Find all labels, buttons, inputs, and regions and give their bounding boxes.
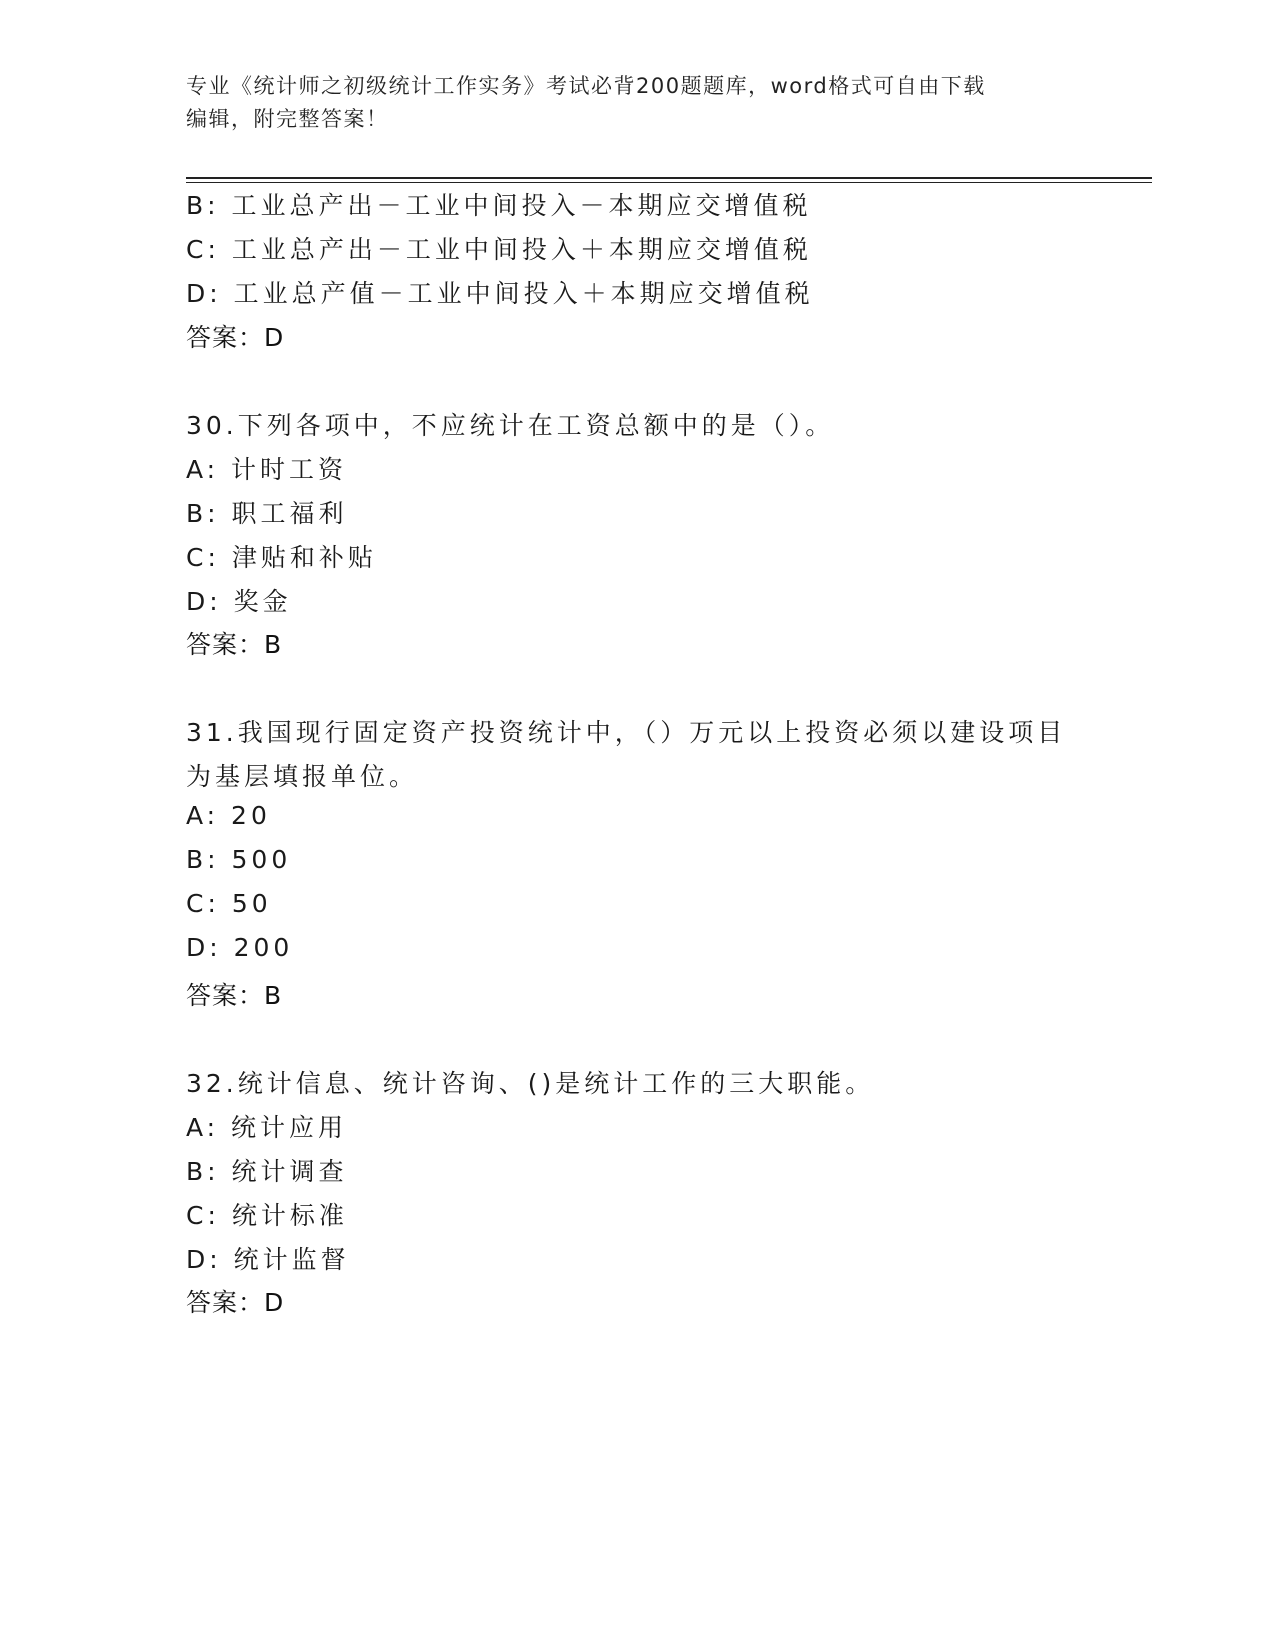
q29-option-b: B: 工业总产出－工业中间投入－本期应交增值税 [186, 191, 812, 220]
q30-option-a: A: 计时工资 [186, 455, 348, 484]
q29-option-d: D: 工业总产值－工业中间投入＋本期应交增值税 [186, 279, 814, 308]
q31-option-c: C: 50 [186, 889, 272, 918]
header-title-line-1: 专业《统计师之初级统计工作实务》考试必背200题题库，word格式可自由下载 [186, 74, 986, 98]
q32-option-a: A: 统计应用 [186, 1113, 348, 1142]
q30-option-d: D: 奖金 [186, 587, 292, 616]
q30-option-b: B: 职工福利 [186, 499, 348, 528]
q29-answer: 答案：D [186, 323, 285, 352]
q31-option-d: D: 200 [186, 933, 294, 962]
q32-option-c: C: 统计标准 [186, 1201, 348, 1230]
q29-option-c: C: 工业总产出－工业中间投入＋本期应交增值税 [186, 235, 812, 264]
q31-question-line-2: 为基层填报单位。 [186, 762, 419, 791]
q31-option-b: B: 500 [186, 845, 292, 874]
document-header [186, 70, 1066, 136]
header-title-line-2: 编辑，附完整答案！ [186, 107, 389, 131]
q32-question: 32.统计信息、统计咨询、()是统计工作的三大职能。 [186, 1069, 875, 1098]
header-divider-thin [186, 182, 1152, 183]
q30-question: 30.下列各项中，不应统计在工资总额中的是（）。 [186, 411, 835, 440]
q32-option-b: B: 统计调查 [186, 1157, 348, 1186]
q32-answer: 答案：D [186, 1288, 285, 1317]
q30-answer: 答案：B [186, 630, 283, 659]
q30-option-c: C: 津贴和补贴 [186, 543, 377, 572]
q32-option-d: D: 统计监督 [186, 1245, 350, 1274]
q31-question-line-1: 31.我国现行固定资产投资统计中，（）万元以上投资必须以建设项目 [186, 718, 1067, 747]
q31-option-a: A: 20 [186, 801, 271, 830]
header-divider-thick [186, 177, 1152, 179]
q31-answer: 答案：B [186, 981, 283, 1010]
